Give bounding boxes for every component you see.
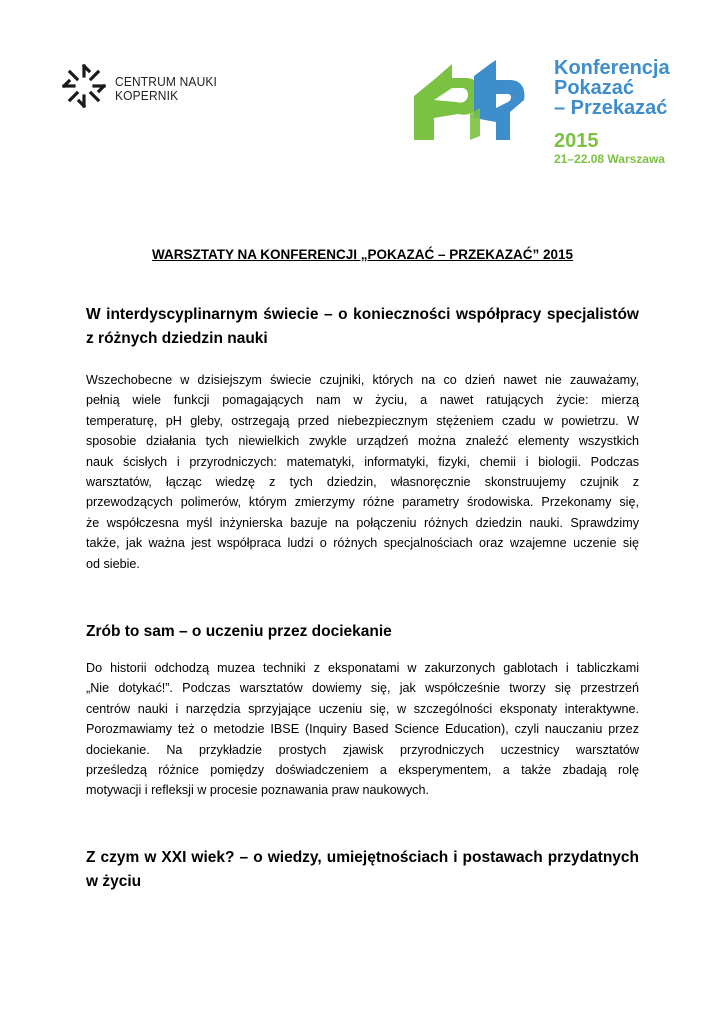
cnk-logo [60, 62, 240, 112]
cnk-sun-icon [60, 62, 108, 110]
heading-line: W interdyscyplinarnym świecie – o konieczności współpracy specjalistów [86, 306, 639, 323]
conference-title [554, 58, 670, 118]
heading-line: z różnych dziedzin nauki [86, 330, 268, 347]
conference-logo [414, 56, 694, 176]
body-line: nauk ścisłych i przyrodniczych: matematyki, informatyki, fizyki, chemii i biologii. Podczas [86, 454, 639, 469]
body-line: dociekanie. Na przykładzie prostych zjawisk przyrodniczych uczestnicy warsztatów [86, 742, 639, 757]
body-line: „Nie dotykać!”. Podczas warsztatów dowiemy się, jak współcześnie tworzy się przestrzeń [86, 681, 639, 696]
section-body-1 [86, 370, 639, 574]
body-line: Porozmawiamy też o metodzie IBSE (Inquiry Based Science Education), czyli nauczaniu przez [86, 722, 639, 737]
cnk-line2: KOPERNIK [115, 88, 179, 103]
body-line: Do historii odchodzą muzea techniki z eksponatami w zakurzonych gablotach i tabliczkami [86, 661, 639, 675]
body-line: prześledzą różnice pomiędzy doświadczeniem a eksperymentem, a także zbadają rolę [86, 763, 639, 778]
body-line: centrów nauki i narzędzia sprzyjające uczeniu się, w szczególności eksponaty interaktywne. [86, 701, 639, 716]
pp-monogram-icon [414, 56, 549, 141]
heading-line: Zrób to sam – o uczeniu przez dociekanie [86, 623, 392, 640]
conference-dates: 21–22.08 Warszawa [554, 152, 665, 166]
conference-title-line2: Pokazać [554, 77, 635, 99]
body-line: motywacji i refleksji w procesie poznawania praw naukowych. [86, 783, 429, 798]
section-body-2 [86, 658, 639, 801]
body-line: także, jak ważna jest współpraca ludzi o różnych specjalnościach oraz wzajemne uczenie się [86, 536, 639, 551]
body-line: warsztatów, łącząc wiedzę z tych dziedzin, własnoręcznie skonstruujemy czujnik z [86, 475, 639, 490]
section-heading-3 [86, 846, 639, 894]
body-line: od siebie. [86, 556, 140, 571]
heading-line: Z czym w XXI wiek? – o wiedzy, umiejętnościach i postawach przydatnych [86, 849, 639, 866]
body-line: Wszechobecne w dzisiejszym świecie czujniki, których na co dzień nawet nie zauważamy, [86, 373, 639, 387]
body-line: temperaturę, pH gleby, ostrzegają przed niebezpiecznym stężeniem czadu w powietrzu. W [86, 413, 639, 428]
conference-title-line1: Konferencja [554, 57, 670, 79]
conference-title-line3: – Przekazać [554, 97, 668, 119]
conference-year: 2015 [554, 130, 599, 152]
heading-line: w życiu [86, 873, 142, 890]
body-line: że współczesna myśl inżynierska bazuje na połączeniu różnych dziedzin nauki. Sprawdzimy [86, 515, 639, 530]
body-line: sposobie działania tych niewielkich zwykle urządzeń można znaleźć elementy wszystkich [86, 434, 639, 449]
cnk-line1: CENTRUM NAUKI [115, 74, 218, 89]
body-line: przewodzących polimerów, którym zmierzymy różne parametry środowiska. Przekonamy się, [86, 495, 639, 510]
section-heading-1 [86, 303, 639, 351]
cnk-wordmark [115, 75, 217, 103]
section-heading-2 [86, 620, 639, 644]
document-title: WARSZTATY NA KONFERENCJI „POKAZAĆ – PRZEKAZAĆ” 2015 [151, 247, 574, 262]
body-line: pełnią wiele funkcji pomagających nam w życiu, a nawet ratujących życie: mierzą [86, 393, 639, 408]
